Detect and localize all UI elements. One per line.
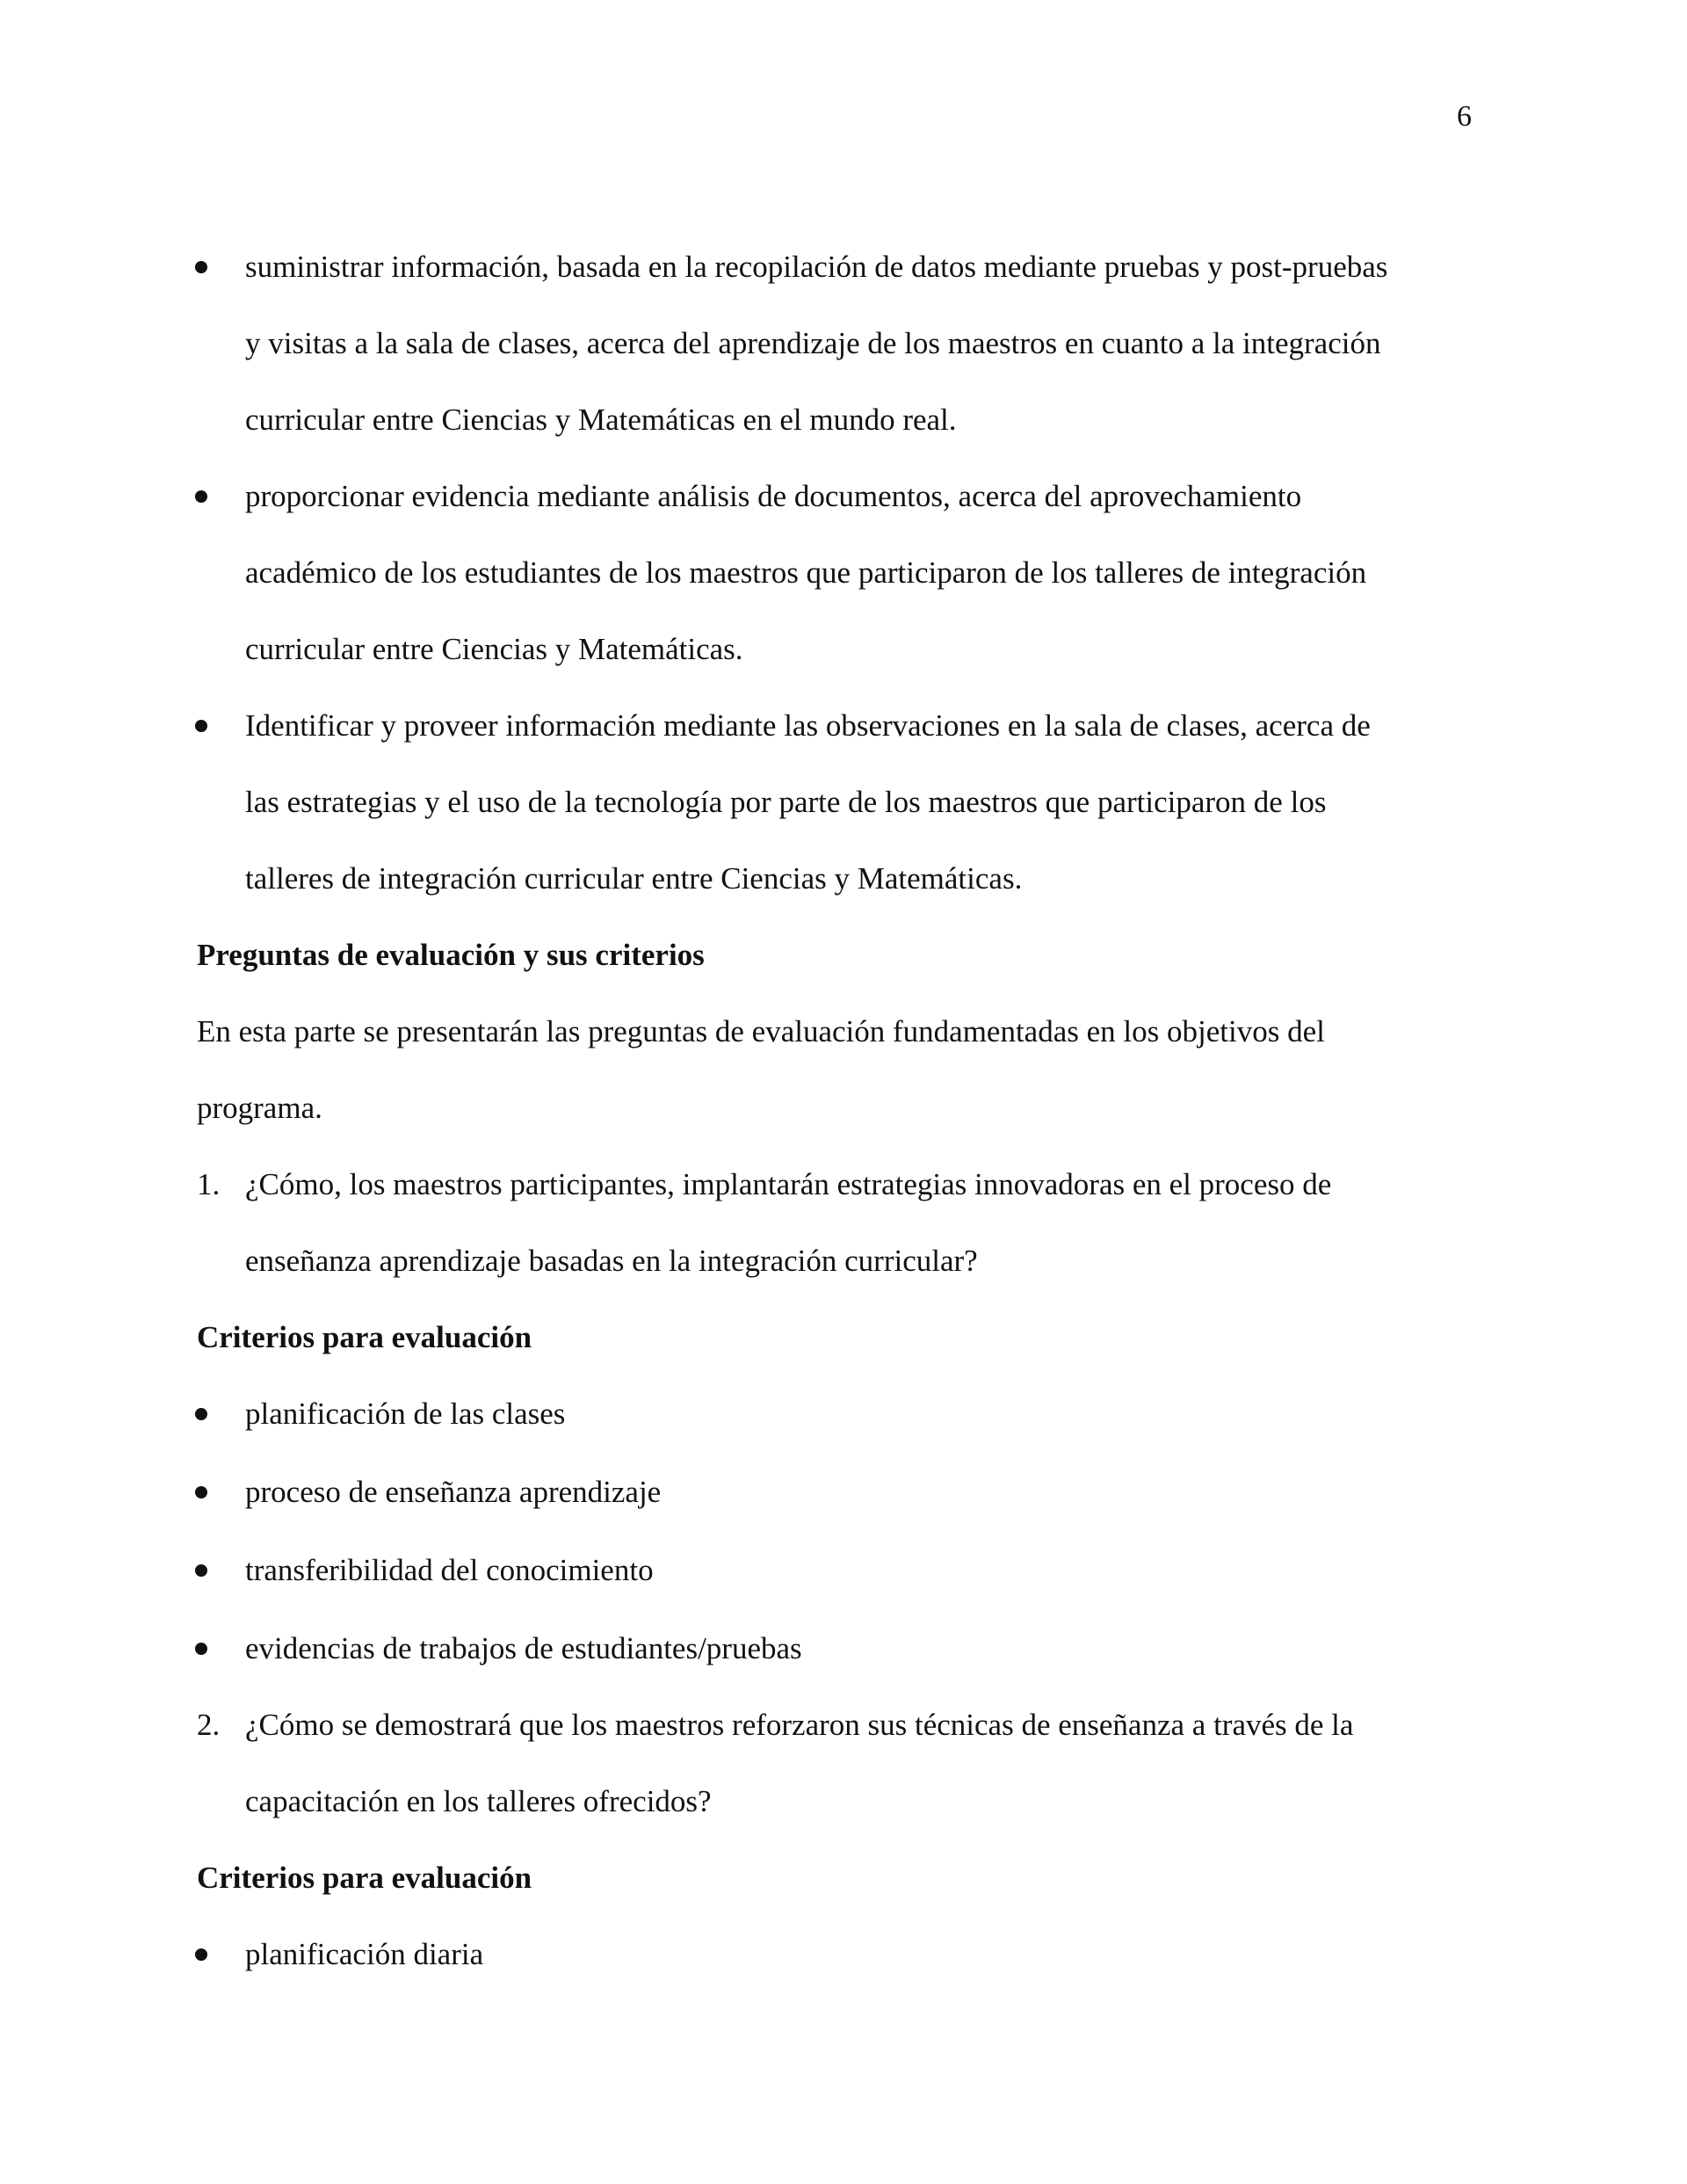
body-line: curricular entre Ciencias y Matemáticas en el mundo real. xyxy=(245,403,957,437)
criteria-item: evidencias de trabajos de estudiantes/pruebas xyxy=(245,1631,802,1665)
question-line: ¿Cómo se demostrará que los maestros reforzaron sus técnicas de enseñanza a través de la xyxy=(245,1708,1354,1742)
body-line: y visitas a la sala de clases, acerca del aprendizaje de los maestros en cuanto a la integración xyxy=(245,326,1381,360)
bullet-icon xyxy=(195,1564,207,1577)
question-line: ¿Cómo, los maestros participantes, implantarán estrategias innovadoras en el proceso de xyxy=(245,1167,1332,1201)
list-number: 2. xyxy=(197,1708,221,1742)
body-line: Identificar y proveer información mediante las observaciones en la sala de clases, acerca de xyxy=(245,708,1371,743)
bullet-icon xyxy=(195,490,207,503)
body-line: las estrategias y el uso de la tecnología por parte de los maestros que participaron de los xyxy=(245,785,1327,819)
question-line: enseñanza aprendizaje basadas en la integración curricular? xyxy=(245,1244,978,1278)
bullet-icon xyxy=(195,720,207,732)
bullet-icon xyxy=(195,261,207,273)
paragraph-line: programa. xyxy=(197,1091,322,1125)
section-heading: Preguntas de evaluación y sus criterios xyxy=(197,938,705,972)
criteria-item: transferibilidad del conocimiento xyxy=(245,1553,654,1587)
body-line: proporcionar evidencia mediante análisis de documentos, acerca del aprovechamiento xyxy=(245,479,1302,513)
body-line: académico de los estudiantes de los maestros que participaron de los talleres de integración xyxy=(245,555,1367,590)
body-line: curricular entre Ciencias y Matemáticas. xyxy=(245,632,743,666)
body-line: talleres de integración curricular entre Ciencias y Matemáticas. xyxy=(245,861,1023,896)
bullet-icon xyxy=(195,1948,207,1961)
criteria-heading: Criterios para evaluación xyxy=(197,1320,532,1354)
bullet-icon xyxy=(195,1486,207,1498)
list-number: 1. xyxy=(197,1167,221,1201)
criteria-item: proceso de enseñanza aprendizaje xyxy=(245,1475,662,1509)
page-number: 6 xyxy=(1457,100,1472,133)
paragraph-line: En esta parte se presentarán las preguntas de evaluación fundamentadas en los objetivos del xyxy=(197,1014,1325,1048)
criteria-item: planificación de las clases xyxy=(245,1397,566,1431)
criteria-item: planificación diaria xyxy=(245,1937,484,1971)
criteria-heading: Criterios para evaluación xyxy=(197,1861,532,1895)
bullet-icon xyxy=(195,1408,207,1420)
bullet-icon xyxy=(195,1643,207,1655)
question-line: capacitación en los talleres ofrecidos? xyxy=(245,1784,712,1818)
body-line: suministrar información, basada en la recopilación de datos mediante pruebas y post-pruebas xyxy=(245,250,1388,284)
